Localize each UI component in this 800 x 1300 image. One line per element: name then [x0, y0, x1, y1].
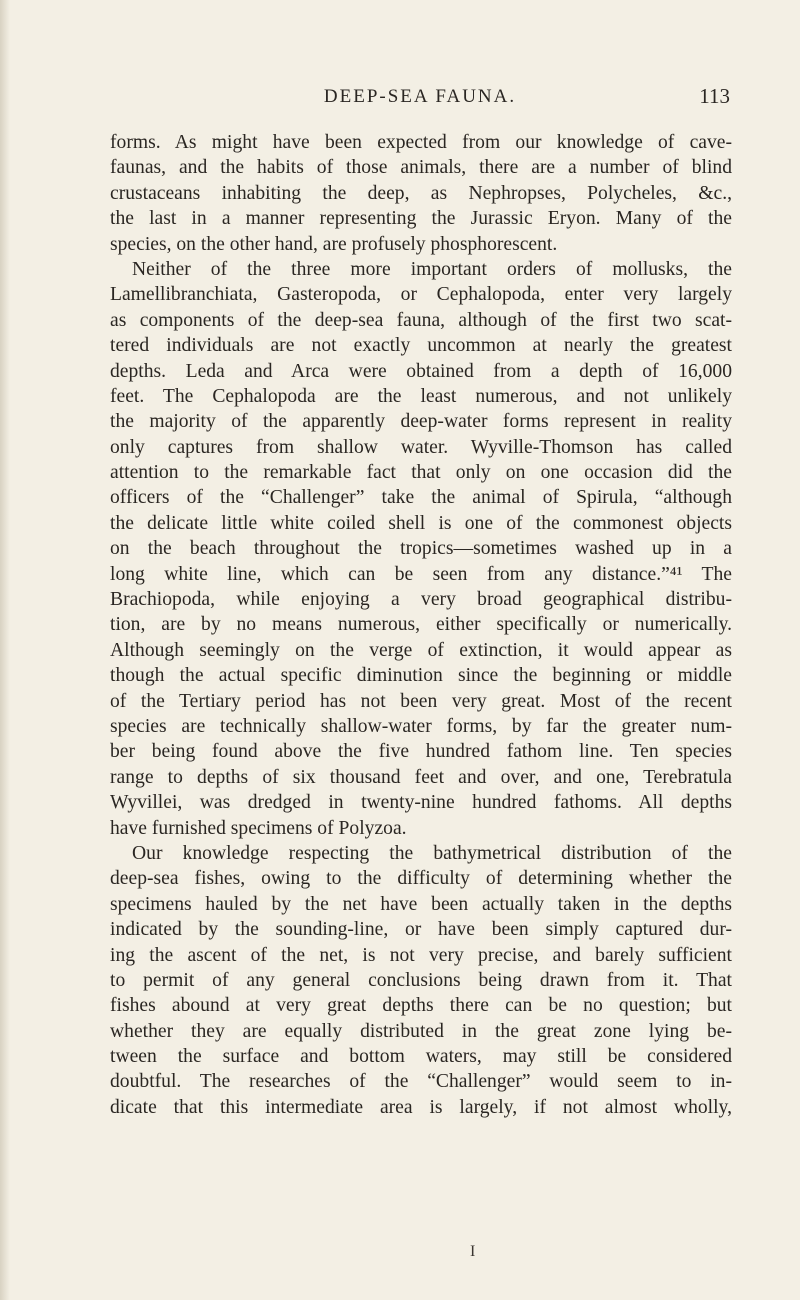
text-line: ing the ascent of the net, is not very precise, and barely sufficient — [110, 944, 732, 966]
text-line: deep-sea fishes, owing to the difficulty of determining whether the — [110, 868, 732, 890]
text-line: the delicate little white coiled shell is one of the commonest objects — [110, 512, 732, 534]
text-line: indicated by the sounding-line, or have been simply captured dur- — [110, 919, 732, 941]
text-line: ber being found above the five hundred fathom line. Ten species — [110, 741, 732, 763]
text-line: specimens hauled by the net have been actually taken in the depths — [110, 893, 732, 915]
text-line: Wyvillei, was dredged in twenty-nine hundred fathoms. All depths — [110, 792, 732, 814]
text-line: attention to the remarkable fact that only on one occasion did the — [110, 462, 732, 484]
text-line: whether they are equally distributed in the great zone lying be- — [110, 1020, 732, 1042]
text-line: crustaceans inhabiting the deep, as Nephropses, Polycheles, &c., — [110, 182, 732, 204]
page-number: 113 — [699, 84, 730, 108]
text-line: Brachiopoda, while enjoying a very broad geographical distribu- — [110, 589, 732, 611]
text-line: faunas, and the habits of those animals, there are a number of blind — [110, 157, 732, 179]
gutter-shadow — [0, 0, 10, 1300]
text-line: dicate that this intermediate area is largely, if not almost wholly, — [110, 1096, 732, 1118]
text-line: the last in a manner representing the Jurassic Eryon. Many of the — [110, 208, 732, 230]
text-line: feet. The Cephalopoda are the least numerous, and not unlikely — [110, 385, 732, 407]
text-line: officers of the “Challenger” take the animal of Spirula, “although — [110, 487, 732, 509]
text-line: though the actual specific diminution since the beginning or middle — [110, 665, 732, 687]
text-line: forms. As might have been expected from our knowledge of cave- — [110, 132, 732, 153]
text-line: to permit of any general conclusions being drawn from it. That — [110, 969, 732, 991]
text-line: species, on the other hand, are profusely phosphorescent. — [110, 233, 558, 255]
text-line: tween the surface and bottom waters, may still be considered — [110, 1046, 732, 1068]
text-line: of the Tertiary period has not been very great. Most of the recent — [110, 690, 732, 712]
signature-mark: I — [470, 1243, 476, 1260]
text-line: Our knowledge respecting the bathymetrical distribution of the — [132, 842, 732, 864]
text-line: doubtful. The researches of the “Challenger” would seem to in- — [110, 1071, 732, 1093]
text-line: Lamellibranchiata, Gasteropoda, or Cephalopoda, enter very largely — [110, 284, 732, 306]
text-line: long white line, which can be seen from any distance.”⁴¹ The — [110, 563, 732, 585]
text-line: depths. Leda and Arca were obtained from a depth of 16,000 — [110, 360, 732, 382]
text-line: the majority of the apparently deep-water forms represent in reality — [110, 411, 732, 433]
text-line: as components of the deep-sea fauna, although of the first two scat- — [110, 309, 732, 331]
text-line: tered individuals are not exactly uncommon at nearly the greatest — [110, 335, 732, 357]
text-line: range to depths of six thousand feet and over, and one, Terebratula — [110, 766, 732, 788]
text-line: have furnished specimens of Polyzoa. — [110, 817, 407, 839]
text-line: fishes abound at very great depths there can be no question; but — [110, 995, 732, 1017]
text-line: Neither of the three more important orders of mollusks, the — [132, 258, 732, 280]
text-line: tion, are by no means numerous, either specifically or numerically. — [110, 614, 732, 636]
text-line: only captures from shallow water. Wyville-Thomson has called — [110, 436, 732, 458]
text-line: species are technically shallow-water forms, by far the greater num- — [110, 715, 732, 737]
text-line: on the beach throughout the tropics—sometimes washed up in a — [110, 538, 732, 560]
body-text — [110, 130, 732, 1120]
text-line: Although seemingly on the verge of extinction, it would appear as — [110, 639, 732, 661]
page-header — [110, 82, 730, 116]
running-head: DEEP-SEA FAUNA. — [323, 86, 517, 107]
